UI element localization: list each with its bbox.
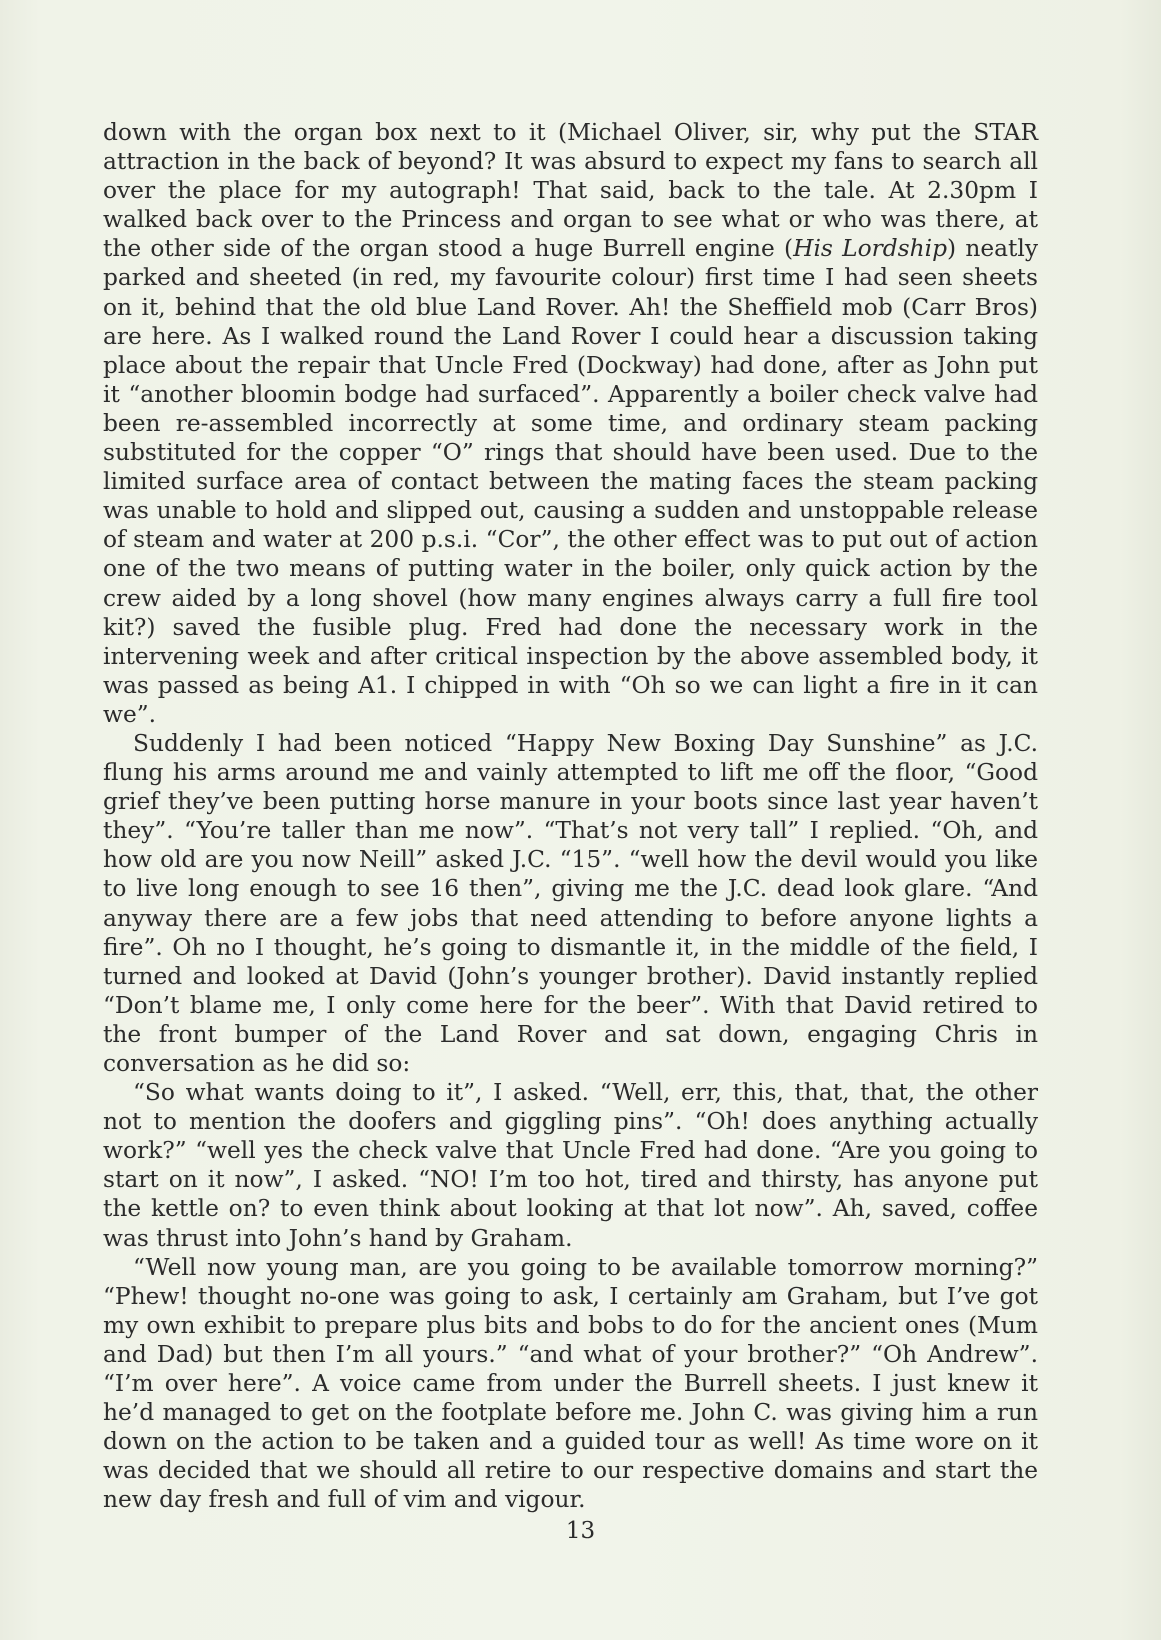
paragraph-4: “Well now young man, are you going to be available tomorrow morning?” “Phew! thought no-one was going to ask, I certainly am Graham, but I’ve got my own exhibit to prepare plus bits and bobs to do for the ancient ones (Mum and Dad) but then I’m all yours.” “and what of your brother?” “Oh Andrew”. “I’m over here”. A voice came from under the Burrell sheets. I just knew it he’d managed to get on the footplate before me. John C. was giving him a run down on the action to be taken and a guided tour as well! As time wore on it was decided that we should all retire to our respective domains and start the new day fresh and full of vim and vigour. <box>103 1253 1038 1514</box>
paragraph-3: “So what wants doing to it”, I asked. “Well, err, this, that, that, the other not to mention the doofers and giggling pins”. “Oh! does anything actually work?” “well yes the check valve that Uncle Fred had done. “Are you going to start on it now”, I asked. “NO! I’m too hot, tired and thirsty, has anyone put the kettle on? to even think about looking at that lot now”. Ah, saved, coffee was thrust into John’s hand by Graham. <box>103 1079 1038 1252</box>
paragraph-2: Suddenly I had been noticed “Happy New Boxing Day Sunshine” as J.C. flung his arms around me and vainly attempted to lift me off the floor, “Good grief they’ve been putting horse manure in your boots since last year haven’t they”. “You’re taller than me now”. “That’s not very tall” I replied. “Oh, and how old are you now Neill” asked J.C. “15”. “well how the devil would you like to live long enough to see 16 then”, giving me the J.C. dead look glare. “And anyway there are a few jobs that need attending to before anyone lights a fire”. Oh no I thought, he’s going to dismantle it, in the middle of the field, I turned and looked at David (John’s younger brother). David instantly replied “Don’t blame me, I only come here for the beer”. With that David retired to the front bumper of the Land Rover and sat down, engaging Chris in conversation as he did so: <box>103 729 1038 1077</box>
paragraph-1-part-1: down with the organ box next to it (Michael Oliver, sir, why put the STAR attraction in the back of beyond? It was absurd to expect my fans to search all over the place for my autograph! That said, back to the tale. At 2.30pm I walked back over to the Princess and organ to see what or who was there, at the other side of the organ stood a huge Burrell engine ( <box>103 119 1038 263</box>
body-text <box>103 118 1038 1515</box>
page-number: 13 <box>565 1518 596 1544</box>
paragraph-1 <box>103 118 1038 729</box>
engine-name: His Lordship <box>793 235 948 263</box>
paragraph-1-part-2: ) neatly parked and sheeted (in red, my favourite colour) first time I had seen sheets on it, behind that the old blue Land Rover. Ah! the Sheffield mob (Carr Bros) are here. As I walked round the Land Rover I could hear a discussion taking place about the repair that Uncle Fred (Dockway) had done, after as John put it “another bloomin bodge had surfaced”. Apparently a boiler check valve had been re-assembled incorrectly at some time, and ordinary steam packing substituted for the copper “O” rings that should have been used. Due to the limited surface area of contact between the mating faces the steam packing was unable to hold and slipped out, causing a sudden and unstoppable release of steam and water at 200 p.s.i. “Cor”, the other effect was to put out of action one of the two means of putting water in the boiler, only quick action by the crew aided by a long shovel (how many engines always carry a full fire tool kit?) saved the fusible plug. Fred had done the necessary work in the intervening week and after critical inspection by the above assembled body, it was passed as being A1. I chipped in with “Oh so we can light a fire in it can we”. <box>103 235 1039 728</box>
